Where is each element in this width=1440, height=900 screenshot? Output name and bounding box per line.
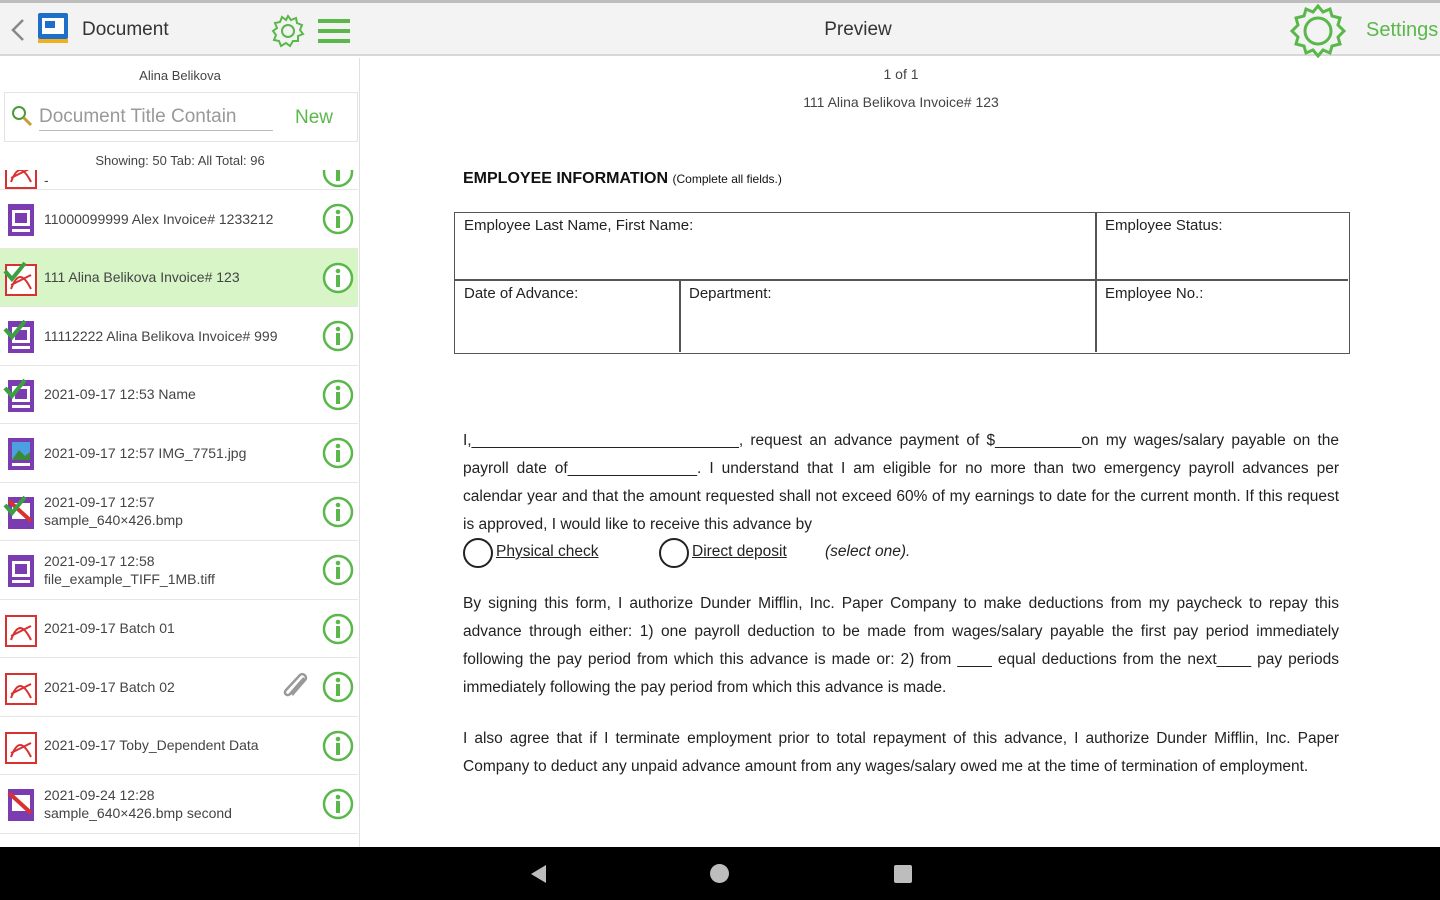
info-icon[interactable] <box>322 320 354 352</box>
termination-paragraph: I also agree that if I terminate employment prior to total repayment of this advance, I authorize Dunder Mifflin, Inc. Paper Company to deduct any unpaid advance amount from any wages/salary owed me at the time of termination of employment. <box>463 730 1339 775</box>
info-icon[interactable] <box>322 496 354 528</box>
image-doc-checked-icon <box>3 378 39 414</box>
app-logo-icon <box>36 11 70 45</box>
pdf-icon <box>3 612 39 648</box>
system-navigation-bar <box>0 847 1440 900</box>
list-item[interactable] <box>0 249 358 308</box>
user-name: Alina Belikova <box>139 68 221 83</box>
field-department: Department: <box>689 285 772 302</box>
list-item-label <box>44 307 314 365</box>
preview-document-name: 111 Alina Belikova Invoice# 123 <box>803 94 999 110</box>
list-item[interactable] <box>0 307 358 366</box>
page-counter: 1 of 1 <box>883 66 919 82</box>
preview-title: Preview <box>824 19 892 40</box>
list-item-title: 11112222 Alina Belikova Invoice# 999 <box>44 327 278 344</box>
direct-deposit-radio[interactable] <box>659 538 689 568</box>
employee-info-table <box>454 212 1350 354</box>
list-item-title: 2021-09-17 12:57 IMG_7751.jpg <box>44 444 247 461</box>
list-item[interactable] <box>0 658 358 717</box>
info-icon[interactable] <box>322 788 354 820</box>
info-icon[interactable] <box>322 554 354 586</box>
list-item[interactable] <box>0 424 358 483</box>
info-icon[interactable] <box>322 437 354 469</box>
back-icon[interactable] <box>8 17 28 43</box>
list-item-subtitle: sample_640×426.bmp <box>44 512 183 529</box>
section-note: (Complete all fields.) <box>672 172 782 186</box>
list-summary: Showing: 50 Tab: All Total: 96 <box>95 153 265 168</box>
list-item-label <box>44 249 314 307</box>
image-doc-checked-icon <box>3 319 39 355</box>
direct-deposit-label: Direct deposit <box>692 543 787 560</box>
search-icon <box>11 105 33 127</box>
settings-button[interactable]: Settings <box>1366 19 1439 41</box>
list-item-title: 2021-09-17 12:58 <box>44 552 155 569</box>
authorization-paragraph: By signing this form, I authorize Dunder Mifflin, Inc. Paper Company to make deductions from my paycheck to repay this advance through either: 1) one payroll deduction to be made from wages/salary payable the first pay period immediately following the pay period from which this advance is made or: 2) from ____ equal deductions from the next____ pay periods immediately following the pay period from which this advance is made. <box>463 595 1339 696</box>
list-item[interactable] <box>0 483 358 542</box>
list-item-subtitle: file_example_TIFF_1MB.tiff <box>44 570 215 587</box>
document-list <box>0 170 360 847</box>
list-item[interactable] <box>0 190 358 249</box>
pdf-icon <box>3 670 39 706</box>
list-item[interactable] <box>0 170 358 190</box>
image-doc-icon <box>3 202 39 238</box>
list-item[interactable] <box>0 600 358 659</box>
list-item-title: 2021-09-17 12:53 Name <box>44 386 196 403</box>
image-doc-icon <box>3 553 39 589</box>
list-item-subtitle: sample_640×426.bmp second <box>44 804 232 821</box>
pdf-icon <box>3 729 39 765</box>
list-item-label <box>44 170 314 189</box>
attachment-icon[interactable] <box>278 670 314 706</box>
document-section-title: Document <box>82 19 169 40</box>
new-document-button[interactable]: New <box>295 107 334 128</box>
menu-icon[interactable] <box>316 15 352 47</box>
top-app-bar <box>0 0 1440 56</box>
info-icon[interactable] <box>322 613 354 645</box>
info-icon[interactable] <box>322 379 354 411</box>
list-item[interactable] <box>0 717 358 776</box>
info-icon[interactable] <box>322 671 354 703</box>
list-item-title: - <box>44 171 49 188</box>
list-item-title: 11000099999 Alex Invoice# 1233212 <box>44 210 274 227</box>
physical-check-label: Physical check <box>496 543 599 560</box>
list-item-title: 2021-09-17 Toby_Dependent Data <box>44 737 259 754</box>
document-list-panel <box>0 58 360 847</box>
list-item-label <box>44 600 314 658</box>
list-item-label <box>44 717 314 775</box>
list-item[interactable] <box>0 541 358 600</box>
list-item-label <box>44 190 314 248</box>
advance-request-paragraph: I,_______________________________, request an advance payment of $__________on my wages/salary payable on the payroll date of_______________. I understand that I am eligible for no more than two emergency payroll advances per calendar year and that the amount requested shall not exceed 60% of my earnings to date for the current month. If this request is approved, I would like to receive this advance by <box>463 432 1339 533</box>
list-item-title: 2021-09-17 Batch 01 <box>44 620 175 637</box>
paint-doc-checked-icon <box>3 495 39 531</box>
list-item-title: 2021-09-24 12:28 <box>44 786 155 803</box>
nav-recents-icon[interactable] <box>894 865 912 883</box>
search-input[interactable] <box>39 103 273 131</box>
list-item-label <box>44 541 314 599</box>
info-icon[interactable] <box>322 262 354 294</box>
field-date-of-advance: Date of Advance: <box>464 285 579 302</box>
photo-doc-icon <box>3 436 39 472</box>
list-item-label <box>44 366 314 424</box>
physical-check-radio[interactable] <box>463 538 493 568</box>
list-item[interactable] <box>0 775 358 834</box>
list-item-title: 111 Alina Belikova Invoice# 123 <box>44 269 240 286</box>
gear-icon[interactable] <box>270 13 306 49</box>
list-item-title: 2021-09-17 12:57 <box>44 494 155 511</box>
info-icon[interactable] <box>322 203 354 235</box>
section-title: EMPLOYEE INFORMATION <box>463 170 669 187</box>
nav-home-icon[interactable] <box>710 864 729 883</box>
list-item-label <box>44 483 314 541</box>
section-heading <box>463 170 782 188</box>
list-item-label <box>44 424 314 482</box>
list-item-label <box>44 775 314 833</box>
list-item-title: 2021-09-17 Batch 02 <box>44 678 175 695</box>
select-one-note: (select one). <box>825 543 911 560</box>
field-last-first-name: Employee Last Name, First Name: <box>464 217 694 234</box>
search-bar <box>4 92 358 142</box>
nav-back-icon[interactable] <box>528 863 548 885</box>
payment-method-options <box>463 538 1339 570</box>
document-preview <box>362 58 1440 847</box>
field-employee-status: Employee Status: <box>1105 217 1223 234</box>
info-icon[interactable] <box>322 730 354 762</box>
list-item[interactable] <box>0 366 358 425</box>
list-item-label <box>44 658 314 716</box>
info-icon[interactable] <box>322 170 354 188</box>
pdf-checked-icon <box>3 261 39 297</box>
settings-gear-icon[interactable] <box>1286 3 1350 59</box>
field-employee-no: Employee No.: <box>1105 285 1204 302</box>
paint-doc-icon <box>3 787 39 823</box>
pdf-icon <box>3 170 39 190</box>
